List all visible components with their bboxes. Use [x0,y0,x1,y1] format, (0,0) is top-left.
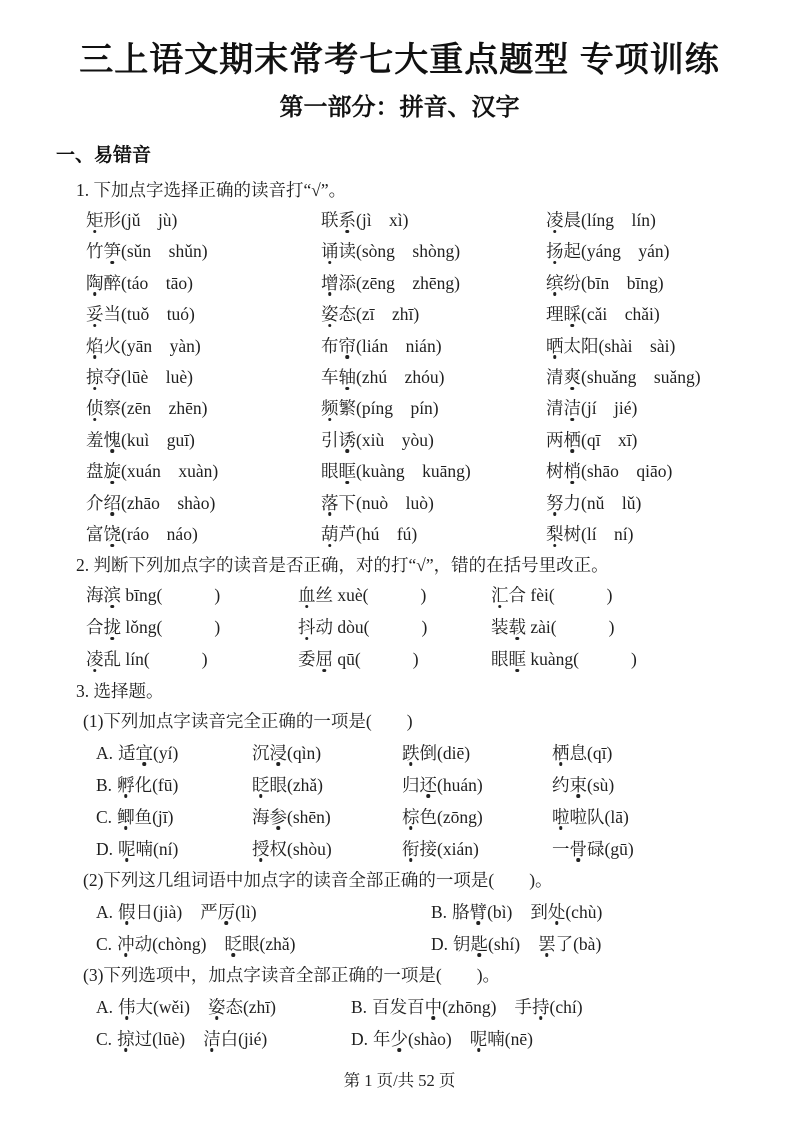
word-item: 努力(nǔ lǔ) [546,492,642,513]
dotted-char: 冲 [117,933,135,954]
dotted-char: 抖 [298,617,316,638]
dotted-char: 梢 [563,461,581,482]
word-item: 葫芦(hú fú) [321,524,418,545]
word-item: 侦察(zēn zhēn) [86,398,208,419]
dotted-char: 缤 [546,272,564,293]
dotted-char: 呢 [118,838,136,859]
q3-sub2-options [96,896,743,960]
dotted-char: 矩 [86,210,104,230]
word-item: 清洁(jí jié) [546,398,638,419]
word-item: 介绍(zhāo shào) [86,492,216,513]
word-item: 眨眼(zhǎ) [252,774,323,795]
word-item: 车轴(zhú zhóu) [321,367,445,388]
option-row [96,833,743,865]
dotted-char: 厉 [217,901,236,922]
word-item: 增添(zēng zhēng) [321,272,460,293]
dotted-char: 棕 [402,806,420,827]
dotted-char: 姿 [321,304,339,325]
word-item: 栖息(qī) [552,742,613,763]
option-row [96,769,743,801]
dotted-char: 宜 [135,742,154,763]
dotted-char: 睬 [563,304,581,325]
dotted-char: 伟 [118,996,136,1017]
word-item: 布帘(lián nián) [321,335,442,356]
word-item: 晒太阳(shài sài) [546,335,676,356]
page-subtitle: 第一部分：拼音、汉字 [279,94,520,121]
dotted-char: 晒 [546,335,564,356]
word-item: 富饶(ráo náo) [86,524,198,545]
dotted-char: 焰 [86,335,104,356]
option-label: A. [96,901,114,922]
word-item: 梨树(lí ní) [546,524,634,545]
word-item: 清爽(shuǎng suǎng) [546,367,701,388]
dotted-char: 栖 [563,429,581,450]
word-item: 缤纷(bīn bīng) [546,272,664,293]
dotted-char: 笋 [103,241,121,262]
dotted-char: 屈 [315,649,333,670]
option-label: A. [96,996,114,1017]
word-item: 凌乱 lín( ) [86,649,208,670]
word-item: 呢喃(ní) [118,838,179,859]
dotted-char: 持 [532,996,550,1017]
dotted-char: 跌 [402,742,420,763]
word-item: 扬起(yáng yán) [546,241,670,262]
word-item: 归还(huán) [402,774,483,795]
word-item: 竹笋(sǔn shǔn) [86,241,208,262]
word-item: 落下(nuò luò) [321,492,434,513]
word-item: 羞愧(kuì guī) [86,429,195,450]
word-item: 海滨 bīng( ) [86,585,221,606]
word-item: 汇合 fèi( ) [491,585,613,606]
word-item: 衔接(xián) [402,838,479,859]
dotted-char: 梨 [546,524,564,545]
word-item: 授权(shòu) [252,838,332,859]
word-item: 到处(chù) [530,901,603,922]
dotted-char: 凌 [86,649,104,670]
dotted-char: 眨 [224,933,242,954]
word-item: 合拢 lǒng( ) [86,617,221,638]
word-item: 眼眶(kuàng kuāng) [321,461,471,482]
word-item: 冲动(chòng) [117,933,207,954]
dotted-char: 轴 [338,367,356,388]
option-row [96,928,743,960]
dotted-char: 孵 [117,774,135,795]
word-item: 沉浸(qìn) [252,742,322,763]
word-item: 联系(jì xì) [321,210,409,230]
word-item: 罢了(bà) [538,933,602,954]
word-item: 跌倒(diē) [402,742,471,763]
word-item: 掠夺(lūè luè) [86,367,193,388]
dotted-char: 眨 [252,774,270,795]
dotted-char: 洁 [203,1028,221,1049]
word-item: 年少(shào) [373,1028,452,1049]
word-item: 洁白(jié) [203,1028,268,1049]
dotted-char: 旋 [103,461,121,482]
q3-sub3-options [96,991,743,1055]
dotted-char: 拢 [103,617,121,638]
word-item: 掠过(lūè) [117,1028,186,1049]
dotted-char: 滨 [103,585,121,606]
q1-word-grid [86,205,743,550]
dotted-char: 骨 [569,838,587,859]
word-item: 假日(jià) [118,901,183,922]
dotted-char: 少 [390,1028,409,1049]
dotted-char: 妥 [86,304,104,325]
word-item: 鲫鱼(jī) [117,806,174,827]
q2-word-grid [86,580,743,675]
word-item: 约束(sù) [552,774,615,795]
word-item: 棕色(zōng) [402,806,483,827]
word-item: 盘旋(xuán xuàn) [86,461,219,482]
q1-prompt: 1. 下加点字选择正确的读音打“√”。 [76,180,347,200]
option-label: D. [96,838,114,859]
dotted-char: 眶 [338,461,356,482]
dotted-char: 频 [321,398,339,419]
word-item: 频繁(píng pín) [321,398,439,419]
dotted-char: 假 [118,901,136,922]
dotted-char: 还 [419,774,437,795]
option-row [96,737,743,769]
word-item: 呢喃(nē) [469,1028,533,1049]
q3-prompt: 3. 选择题。 [76,680,164,701]
word-item: 眼眶 kuàng( ) [491,649,637,670]
option-label: A. [96,742,114,763]
dotted-char: 诵 [321,241,339,262]
dotted-char: 诱 [338,429,356,450]
dotted-char: 授 [252,838,270,859]
dotted-char: 凌 [546,210,564,230]
dotted-char: 呢 [469,1028,488,1049]
q2-prompt: 2. 判断下列加点字的读音是否正确，对的打“√”，错的在括号里改正。 [76,555,609,576]
dotted-char: 葫 [321,524,339,545]
dotted-char: 浸 [269,742,287,763]
word-item: 胳臂(bì) [452,901,513,922]
word-item: 啦啦队(lā) [552,806,629,827]
dotted-char: 束 [569,774,587,795]
word-item: 凌晨(líng lín) [546,210,656,230]
option-label: B. [96,774,113,795]
word-item: 眨眼(zhǎ) [224,933,296,954]
dotted-char: 汇 [491,585,509,606]
word-item: 海参(shēn) [252,806,331,827]
word-item: 陶醉(táo tāo) [86,272,193,293]
word-item: 引诱(xiù yòu) [321,429,434,450]
dotted-char: 侦 [86,398,104,419]
word-item: 血丝 xuè( ) [298,585,427,606]
dotted-char: 眶 [508,649,526,670]
page-title: 三上语文期末常考七大重点题型 专项训练 [79,41,720,79]
option-row [96,801,743,833]
option-label: D. [431,933,449,954]
word-item: 伟大(wěi) [118,996,190,1017]
dotted-char: 扬 [546,241,564,262]
word-item: 一骨碌(gū) [552,838,634,859]
dotted-char: 落 [321,492,339,513]
word-item: 适宜(yí) [118,742,179,763]
section-heading: 一、易错音 [56,145,152,166]
word-item: 妥当(tuǒ tuó) [86,304,195,325]
word-item: 钥匙(shí) [453,933,521,954]
word-item: 姿态(zī zhī) [321,304,420,325]
option-row [96,991,743,1023]
dotted-char: 增 [321,272,339,293]
page-number: 第 1 页/共 52 页 [343,1070,456,1090]
dotted-char: 绍 [103,492,121,513]
dotted-char: 陶 [86,272,104,293]
dotted-char: 啦 [552,806,570,827]
dotted-char: 愧 [103,429,121,450]
dotted-char: 罢 [538,933,556,954]
dotted-char: 臂 [469,901,488,922]
option-row [96,896,743,928]
dotted-char: 参 [269,806,287,827]
word-item: 抖动 dòu( ) [298,617,428,638]
word-item: 矩形(jǔ jù) [86,210,178,230]
dotted-char: 血 [298,585,316,606]
option-label: C. [96,933,113,954]
dotted-char: 努 [546,492,564,513]
dotted-char: 掠 [117,1028,135,1049]
dotted-char: 匙 [470,933,489,954]
word-item: 理睬(cǎi chǎi) [546,304,660,325]
dotted-char: 洁 [563,398,581,419]
dotted-char: 载 [508,617,526,638]
dotted-char: 鲫 [117,806,135,827]
option-label: B. [351,996,368,1017]
word-item: 孵化(fū) [117,774,179,795]
dotted-char: 衔 [402,838,420,859]
word-item: 诵读(sòng shòng) [321,241,461,262]
dotted-char: 栖 [552,742,570,763]
dotted-char: 帘 [338,335,356,356]
option-label: B. [431,901,448,922]
word-item: 百发百中(zhōng) [372,996,497,1017]
word-item: 树梢(shāo qiāo) [546,461,673,482]
dotted-char: 掠 [86,367,104,388]
dotted-char: 饶 [103,524,121,545]
q3-sub2-prompt: (2)下列这几组词语中加点字的读音全部正确的一项是( )。 [83,869,553,890]
dotted-char: 中 [424,996,443,1017]
option-label: D. [351,1028,369,1049]
word-item: 手持(chí) [514,996,583,1017]
q3-sub1-options [96,737,743,865]
dotted-char: 姿 [207,996,226,1017]
q3-sub3-prompt: (3)下列选项中，加点字读音全部正确的一项是( )。 [83,964,501,985]
option-label: C. [96,1028,113,1049]
q3-sub1-prompt: (1)下列加点字读音完全正确的一项是( ) [83,710,413,731]
word-item: 两栖(qī xī) [546,429,638,450]
dotted-char: 爽 [563,367,581,388]
dotted-char: 处 [547,901,566,922]
dotted-char: 系 [338,210,356,230]
option-label: C. [96,806,113,827]
word-item: 焰火(yān yàn) [86,335,201,356]
word-item: 严厉(lì) [200,901,257,922]
word-item: 委屈 qū( ) [298,649,419,670]
option-row [96,1023,743,1055]
word-item: 装载 zài( ) [491,617,615,638]
word-item: 姿态(zhī) [207,996,276,1017]
